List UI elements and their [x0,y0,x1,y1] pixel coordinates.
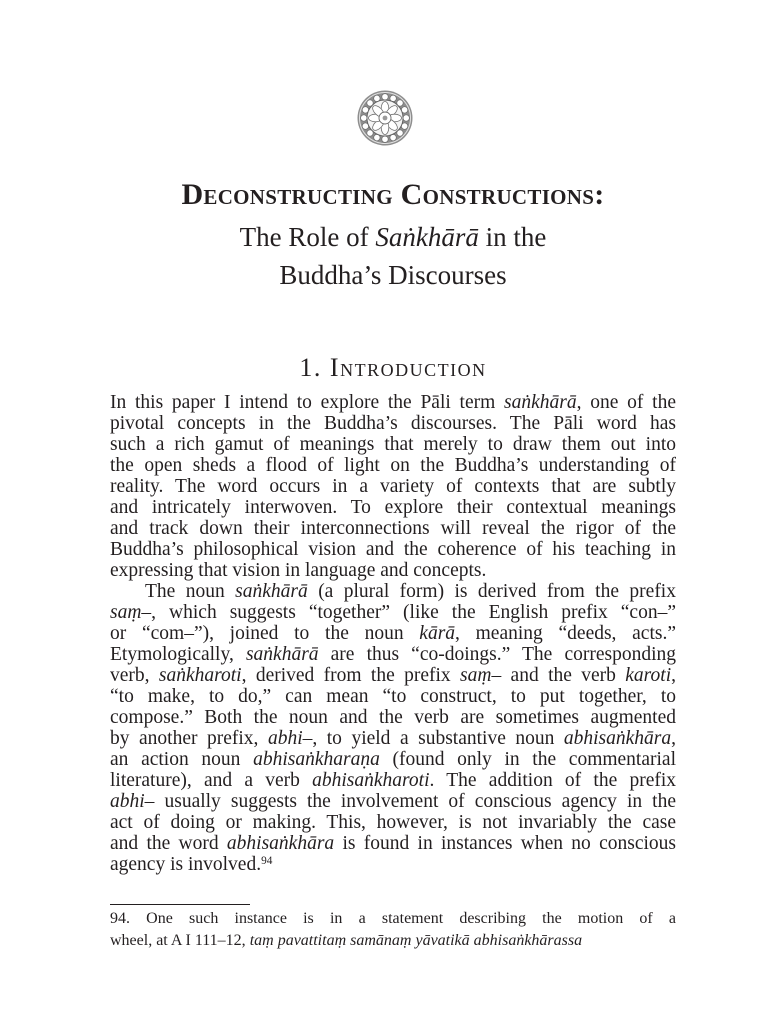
italic-term: Saṅkhārā [375,222,479,252]
text-run: In this paper I intend to explore the Pāli term [110,392,505,413]
italic-term: abhi [267,728,303,749]
text-run: The Role of [239,222,376,252]
text-run: and the word [110,833,227,854]
text-line [110,413,676,434]
text-line [110,665,676,686]
chapter-subtitle-line-1 [110,218,676,256]
italic-term: saṃ [460,665,492,686]
italic-term: saṅkharoti [158,665,242,686]
text-run: an action noun [110,749,254,770]
text-run: verb, [110,665,159,686]
text-line [110,560,676,581]
text-line [110,707,676,728]
lotus-emblem-icon [357,90,413,146]
paragraph-2 [110,581,676,875]
footnote-94 [110,908,676,952]
text-run: by another prefix, [110,728,268,749]
italic-term: taṃ pavattitaṃ samānaṃ yāvatikā abhisaṅkhārassa [249,932,583,949]
chapter-subtitle-line-2: Buddha’s Discourses [279,260,507,290]
italic-term: saṅkhārā [245,644,319,665]
text-run: reality. The word occurs in a variety of contexts that are subtly [110,476,676,497]
text-run: pivotal concepts in the Buddha’s discourses. The Pāli word has [110,413,676,434]
text-run: expressing that vision in language and concepts. [110,560,487,581]
text-run: and intricately interwoven. To explore their contextual meanings [110,497,676,518]
chapter-title: Deconstructing Constructions: [181,178,605,211]
text-run: literature), and a verb [110,770,313,791]
text-line [110,539,676,560]
text-line [110,854,676,875]
italic-term: abhisaṅkharoti [312,770,430,791]
text-run: wheel, at A I 111–12, [110,932,250,949]
text-run: Buddha’s philosophical vision and the coherence of his teaching in [110,539,676,560]
text-line [110,434,676,455]
text-line [110,908,676,930]
text-run: is found in instances when no conscious [334,833,676,854]
italic-term: abhisaṅkharaṇa [253,749,380,770]
text-run: such a rich gamut of meanings that merely to draw them out into [110,434,676,455]
text-run: –, to yield a substantive noun [302,728,564,749]
text-run: . The addition of the prefix [429,770,677,791]
text-line [110,930,676,952]
text-line [110,644,676,665]
italic-term: abhisaṅkhāra [226,833,335,854]
text-run: , meaning “deeds, acts.” [455,623,676,644]
text-run: and track down their interconnections will reveal the rigor of the [110,518,676,539]
text-run: – usually suggests the involvement of conscious agency in the [144,791,676,812]
text-line [110,581,676,602]
text-line [110,518,676,539]
text-run: 94. One such instance is in a statement describing the motion of a [110,910,676,927]
italic-term: saṃ [110,602,142,623]
text-line [110,833,676,854]
text-line [110,749,676,770]
text-line [110,497,676,518]
text-run: compose.” Both the noun and the verb are sometimes augmented [110,707,676,728]
text-run: , [671,665,676,686]
text-line [110,686,676,707]
text-run: “to make, to do,” can mean “to construct, to put together, to [110,686,676,707]
italic-term: kārā [419,623,456,644]
text-run: act of doing or making. This, however, is not invariably the case [110,812,676,833]
italic-term: abhi [110,791,145,812]
italic-term: saṅkhārā [235,581,308,602]
body-text [110,392,676,875]
text-run: the open sheds a flood of light on the Buddha’s understanding of [110,455,676,476]
footnote-divider [110,904,250,905]
text-line [110,791,676,812]
text-line [110,728,676,749]
footnote-reference: 94 [261,854,273,867]
text-run: (a plural form) is derived from the prefix [307,581,676,602]
text-run: –, which suggests “together” (like the English prefix “con–” [141,602,676,623]
text-run: (found only in the commentarial [379,749,676,770]
text-run: in the [478,222,547,252]
text-run: are thus “co-doings.” The corresponding [318,644,676,665]
text-run: The noun [145,581,236,602]
text-line [110,812,676,833]
text-run: agency is involved. [110,854,262,875]
text-line [110,455,676,476]
text-run: , [671,728,676,749]
text-line [110,623,676,644]
italic-term: karoti [625,665,672,686]
section-heading: 1. Introduction [299,353,487,382]
text-run: , derived from the prefix [241,665,461,686]
text-run: , one of the [576,392,676,413]
text-run: or “com–”), joined to the noun [110,623,420,644]
italic-term: saṅkhārā [504,392,577,413]
text-run: – and the verb [491,665,626,686]
text-run: Etymologically, [110,644,246,665]
text-line [110,770,676,791]
text-line [110,476,676,497]
text-line [110,392,676,413]
text-line [110,602,676,623]
paragraph-1 [110,392,676,581]
italic-term: abhisaṅkhāra [563,728,672,749]
